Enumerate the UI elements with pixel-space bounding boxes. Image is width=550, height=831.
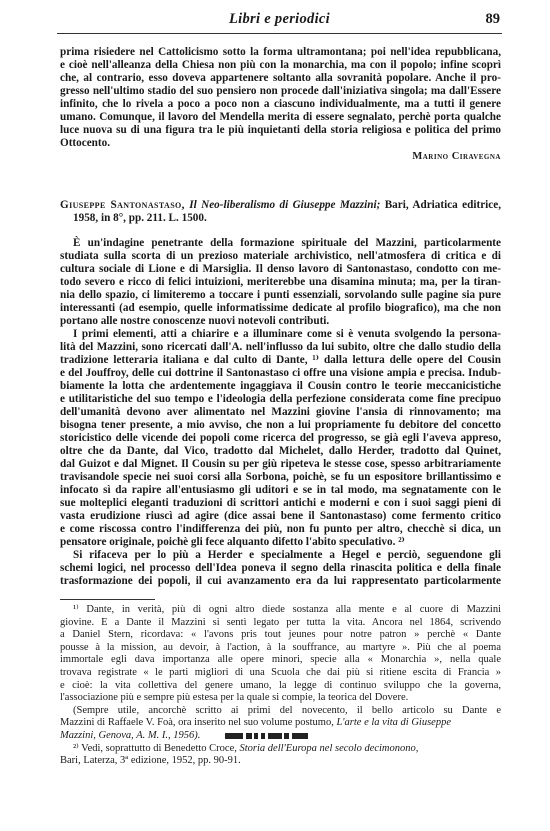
text-line: luce nuova su di una figura tra le più inquietanti della storia religiosa e politica del primo xyxy=(60,124,501,136)
text-line: pensatore originale, poichè gli fece alquanto difetto l'abito speculativo. ²⁾ xyxy=(60,536,405,548)
footnotes xyxy=(60,604,501,768)
footnote-text: Mazzini di Raffaele V. Foà, ora inserito nel suo volume postumo, xyxy=(60,717,334,729)
text-line: È un'indagine penetrante della formazione spirituale del Mazzini, particolarmente xyxy=(73,237,501,249)
text-line: infinito, che lo rivela a poco a poco non a ciascuno individualmente, ma a tutti il genere xyxy=(60,98,501,110)
text-line: e utilitaristiche del suo tempo e l'ideologia della perfezione considerata come fine precipuo xyxy=(60,393,501,405)
text-line: e come riscossa contro l'indifferenza dei più, non fu punto per altro, checchè si dica, un xyxy=(60,523,501,535)
text-line: vasta erudizione riuscì ad agire (dice assai bene il Santonastaso) come fermento critico xyxy=(60,510,501,522)
text-line: travisandole specie nei suoi corsi alla Sorbona, poichè, se fu un espositore brillantissimo e xyxy=(60,471,501,483)
text-line: che, al contrario, esso doveva appartenere soltanto alla sovranità popolare. Anche il pro- xyxy=(60,72,501,84)
text-line: bisogna tener presente, a mio avviso, che non a lui propriamente fu debitore del concetto xyxy=(60,419,501,431)
text-line: todo severo e ricco di felici intuizioni, meriterebbe una disamina minuta; ma, per la tiran- xyxy=(60,276,501,288)
text-line: biamente la lotta che ardentemente ingaggiava il Cousin contro le teorie meccanicistiche xyxy=(60,380,501,392)
footnote-line: (Sempre utile, ancorchè scritto ai primi del novecento, il bello articolo su Dante e xyxy=(73,704,501,716)
footnote-line: trovava registrate « le parti migliori di una Scuola che dai più si ritiene escita di Francia » xyxy=(60,666,501,678)
review-book-title: Il Neo-liberalismo di Giuseppe Mazzini; xyxy=(189,199,381,211)
footnote-line xyxy=(60,743,501,756)
footnote-line: e cioè: la vita collettiva del genere umano, la legge di continuo sviluppo che la governa, xyxy=(60,679,501,691)
text-line: dal Guizot e dal Mignet. Il Cousin su per giù ripeteva le stesse cose, spesso arbitrariamente xyxy=(60,458,501,470)
footnote-line: l'associazione più e sempre più estesa per la quale si compie, la teorica del Dovere. xyxy=(60,692,409,704)
footnote-line: immortale egli dava importanza alle opere minori, specie alla « Monarchia », nella quale xyxy=(60,654,501,666)
reviewer-signature: Marino Ciravegna xyxy=(412,151,501,162)
review-publisher: Bari, Adriatica editrice, xyxy=(384,199,501,211)
text-line: studiata sulla scorta di un prezioso materiale archivistico, nell'atmosfera di critica e di xyxy=(60,250,501,262)
running-title: Libri e periodici xyxy=(229,11,330,27)
text-line: dell'umanità devono aver alimentato nel Mazzini giovine l'ansia di rinnovamento; ma xyxy=(60,406,501,418)
footnote-book-title: L'arte e la vita di Giuseppe xyxy=(336,717,451,729)
ink-smudge xyxy=(225,730,308,741)
text-line: umano. Comunque, il lavoro del Mendella merita di essere segnalato, perchè porta qualche xyxy=(60,111,501,123)
text-line: tradizione letteraria italiana e dal culto di Dante, ¹⁾ dalla lettura delle opere del Cousin xyxy=(60,354,501,366)
footnote-text: Mazzini, Genova, A. M. I., 1956). xyxy=(60,729,201,741)
text-line: trasformazione dei popoli, il cui avanzamento era da lui rappresentato particolarmente xyxy=(60,575,501,587)
text-line: e cioè nell'alleanza della Chiesa non più con la monarchia, ma con il popolo; infine scoprì xyxy=(60,59,501,71)
text-line: I primi elementi, atti a chiarire e a illuminare come si è venuta svolgendo la persona- xyxy=(73,328,501,340)
text-line: gresso nell'ultimo stadio del suo pensiero non procede dall'iniziativa singola; ma dall'Essere xyxy=(60,85,501,97)
page-number: 89 xyxy=(485,11,500,27)
review-details: 1958, in 8°, pp. 211. L. 1500. xyxy=(73,212,207,224)
text-line: lità del Mazzini, sono ricercati dall'A. nell'influsso da lui subito, oltre che dallo studio della xyxy=(60,341,501,353)
text-line: sue molteplici eleganti traduzioni di scrittori antichi e moderni e con i suoi saggi pieni di xyxy=(60,497,501,509)
review-body xyxy=(60,237,501,588)
text-line: storicistico delle vicende dei popoli come ricerca del progresso, se già egli l'aveva appreso, xyxy=(60,432,501,444)
footnote-rule xyxy=(60,599,155,600)
text-line: nia dello spazio, ci limiteremo a toccare i punti essenziali, sorvolando sulle pagine sia pure xyxy=(60,289,501,301)
text-line: schemi logici, nel processo dell'Idea poneva il segno della rinascita politica e della finale xyxy=(60,562,501,574)
text-line: Si rifaceva per lo più a Herder e specialmente a Hegel e perciò, seguendone gli xyxy=(73,549,501,561)
footnote-text: ²⁾ Vedi, soprattutto di Benedetto Croce, xyxy=(73,742,237,754)
footnote-line xyxy=(60,730,501,743)
text-line: prima risiedere nel Cattolicismo sotto la forma ultramontana; poi nell'idea repubblicana, xyxy=(60,46,501,58)
text-line: Ottocento. xyxy=(60,137,111,149)
footnote-line: pousse à la mission, au devoir, à l'action, à la souffrance, au martyre ». Più che al poema xyxy=(60,641,501,653)
running-header xyxy=(57,9,502,34)
footnote-line: ¹⁾ Dante, in verità, più di ogni altro diede sostanza alla mente e al cuore di Mazzini xyxy=(73,604,501,615)
footnote-line: giovine. E a Dante il Mazzini si sentì legato per tutta la vita. Ancora nel 1864, scrivendo xyxy=(60,616,501,628)
footnote-line xyxy=(60,717,501,730)
previous-review-text xyxy=(60,46,501,163)
text-line: portano alle nostre conoscenze nuovi notevoli contributi. xyxy=(60,315,330,327)
text-line: interessanti (ad esempio, quelle informatissime dedicate al profilo biografico), ma che non xyxy=(60,302,501,314)
text-line: infocato sì da rapire all'entusiasmo gli uditori e se in tal modo, ma segnatamente con le xyxy=(60,484,501,496)
text-line: cultura sociale di Lione e di Marsiglia. Il denso lavoro di Santonastaso, condotto con me- xyxy=(60,263,501,275)
review-citation xyxy=(60,199,501,212)
text-line: e del Jouffroy, delle cui dottrine il Santonastaso ci offre una visione ampia e precisa. Indub- xyxy=(60,367,501,379)
footnote-line: a Daniel Stern, ricordava: « l'avons pris tout jeunes pour notre patron » perchè « Dante xyxy=(60,629,501,641)
text-line: oltre che da Dante, dal Vico, tradotto dal Michelet, dallo Herder, tradotto dal Quinet, xyxy=(60,445,501,457)
footnote-line: Bari, Laterza, 3ª edizione, 1952, pp. 90-91. xyxy=(60,755,241,767)
review-heading xyxy=(60,199,501,225)
review-author: Giuseppe Santonastaso, xyxy=(60,199,185,211)
footnote-book-title: Storia dell'Europa nel secolo decimonono, xyxy=(239,742,419,754)
